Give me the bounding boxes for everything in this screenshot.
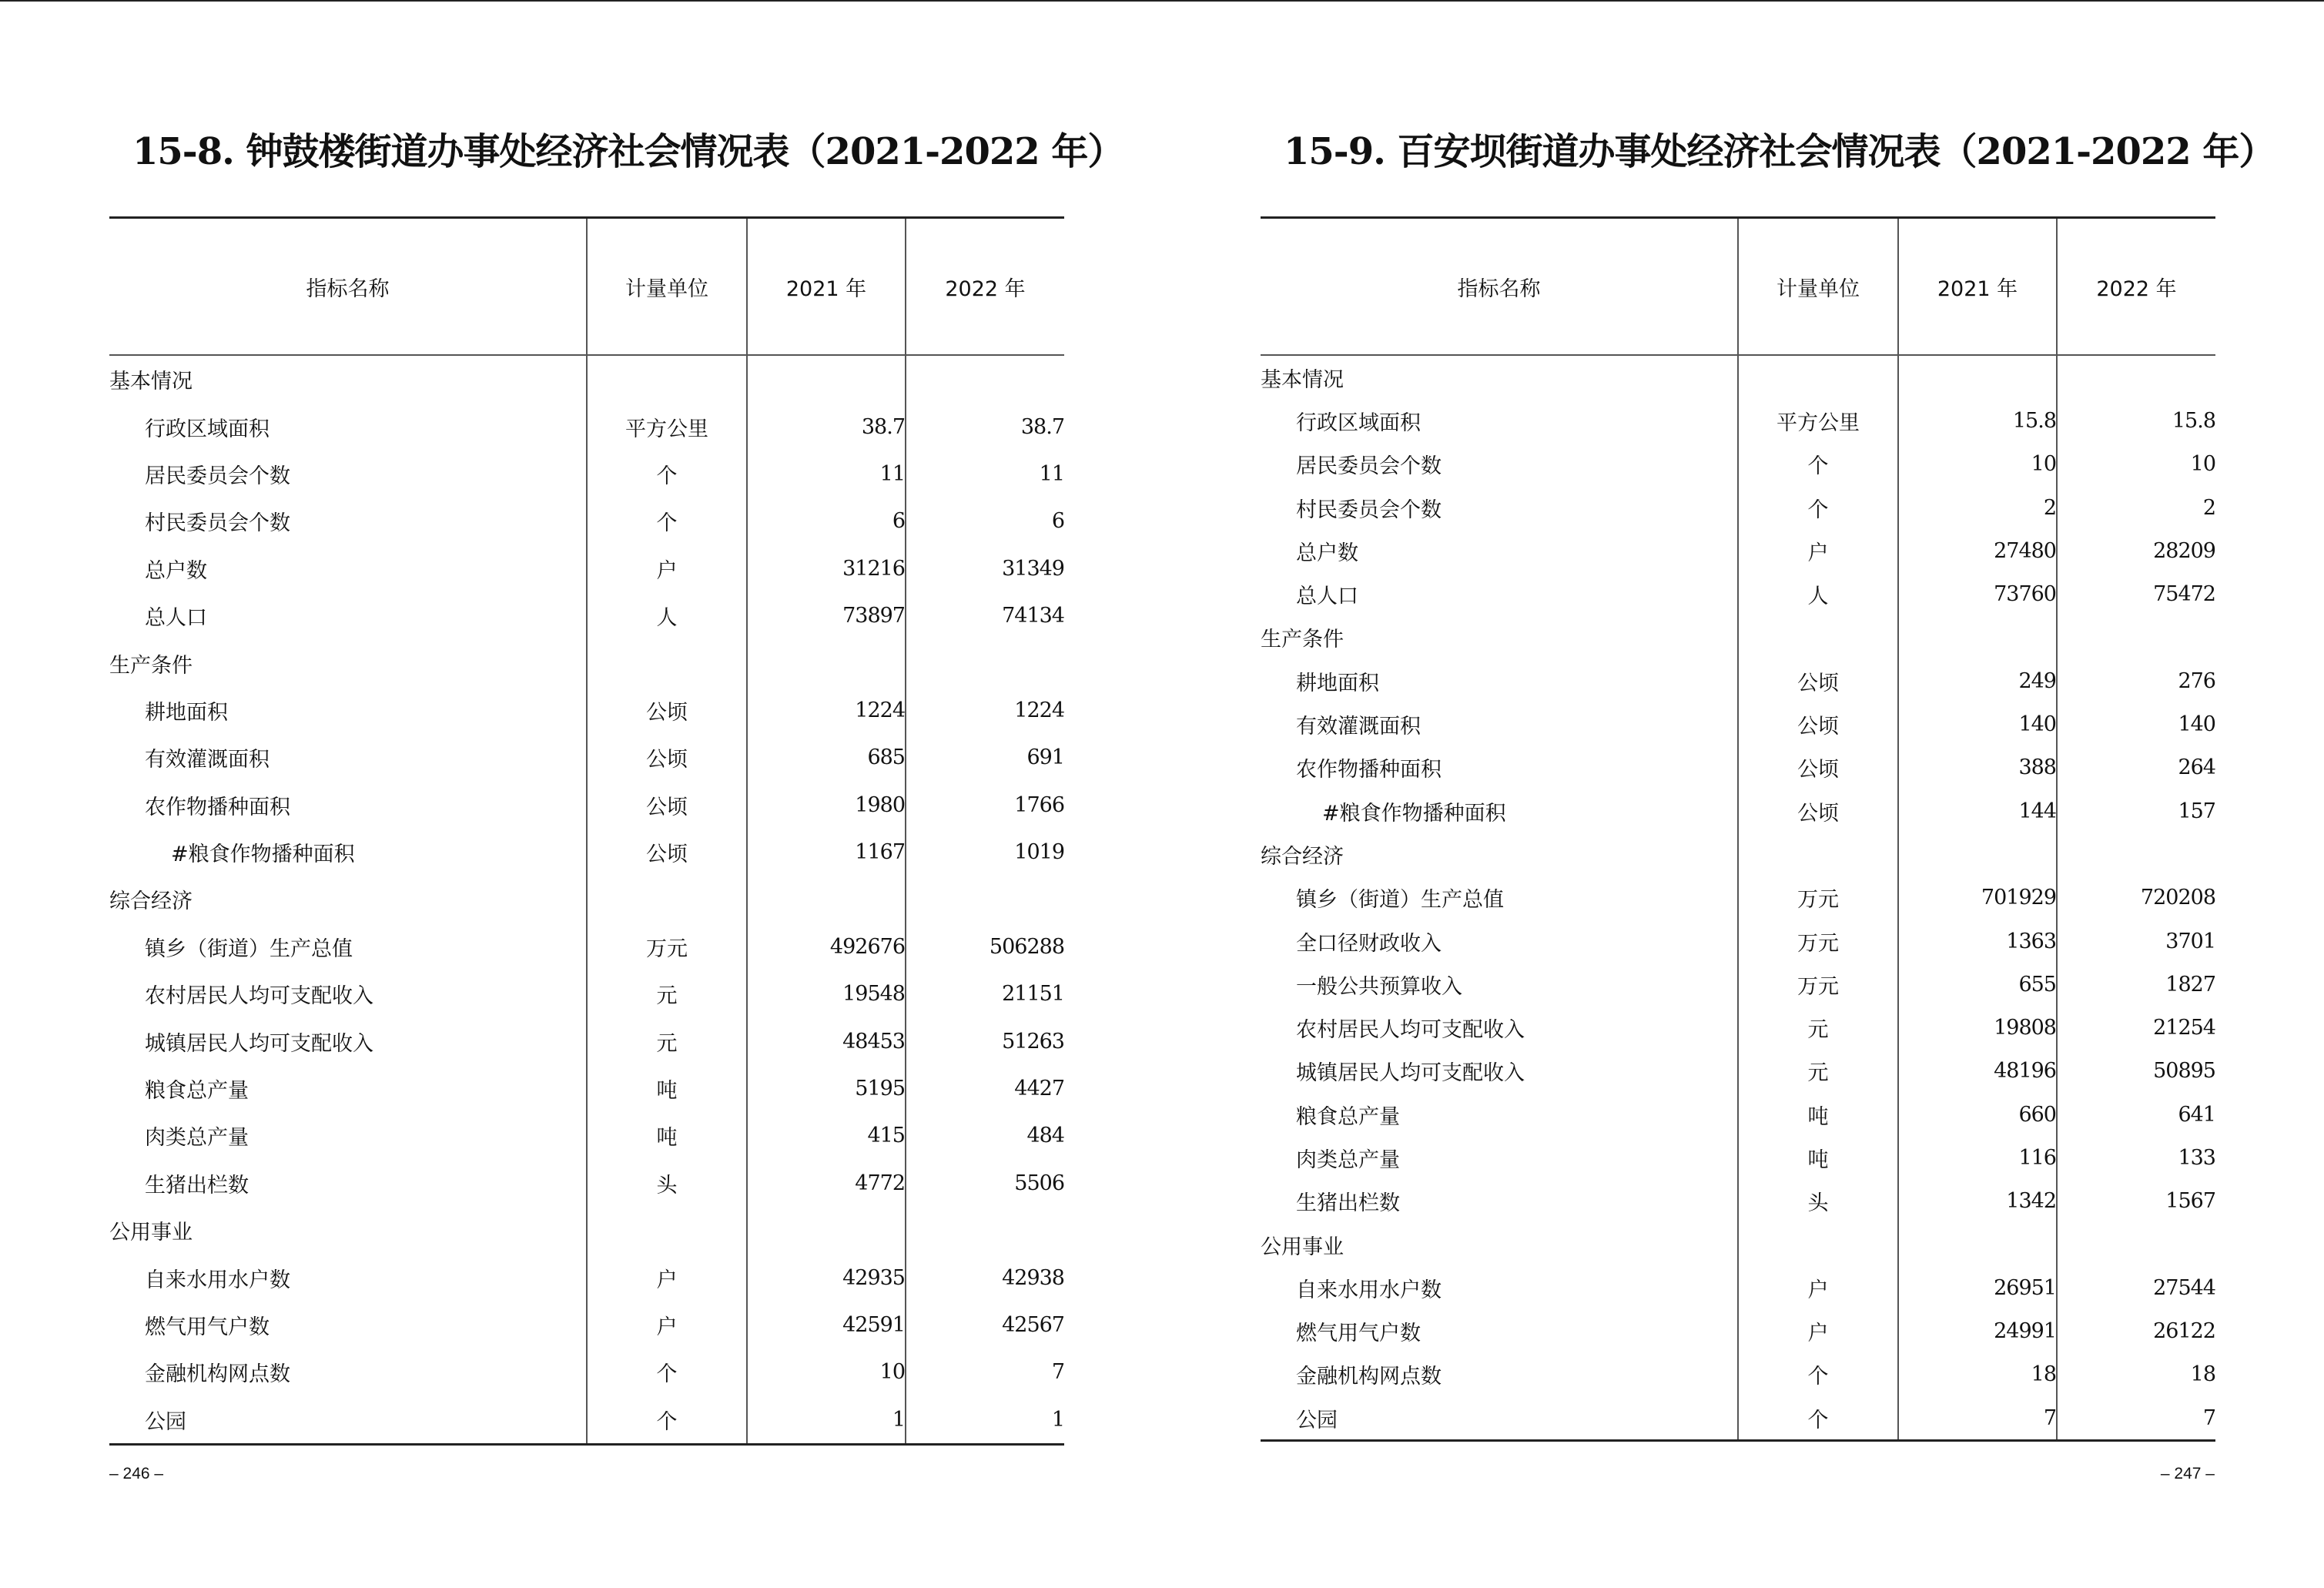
row-unit: 个 bbox=[1738, 1396, 1898, 1441]
row-value-2021: 249 bbox=[1898, 659, 2057, 702]
page-number: – 246 – bbox=[109, 1465, 164, 1482]
row-name: 肉类总产量 bbox=[145, 1126, 249, 1151]
row-name: 有效灌溉面积 bbox=[145, 748, 270, 772]
table-row bbox=[109, 1348, 1064, 1395]
table-row bbox=[109, 355, 1064, 403]
row-unit bbox=[587, 1207, 747, 1254]
row-unit: 户 bbox=[587, 545, 747, 592]
row-value-2021: 2 bbox=[1898, 486, 2057, 529]
row-value-2022: 7 bbox=[906, 1348, 1064, 1395]
row-unit: 户 bbox=[1738, 529, 1898, 572]
table-row bbox=[1261, 746, 2215, 789]
row-value-2022: 6 bbox=[906, 498, 1064, 544]
row-unit: 公顷 bbox=[587, 687, 747, 734]
row-unit bbox=[1738, 355, 1898, 399]
table-row bbox=[109, 592, 1064, 639]
row-value-2022 bbox=[906, 1207, 1064, 1254]
row-unit bbox=[587, 355, 747, 403]
row-value-2022: 2 bbox=[2057, 486, 2215, 529]
row-value-2021: 73760 bbox=[1898, 572, 2057, 615]
row-value-2021 bbox=[747, 1207, 906, 1254]
table-row bbox=[109, 1160, 1064, 1207]
row-value-2022: 1019 bbox=[906, 829, 1064, 876]
table-row bbox=[1261, 963, 2215, 1006]
row-value-2021 bbox=[747, 876, 906, 923]
row-name: 耕地面积 bbox=[1296, 671, 1379, 695]
row-value-2021: 10 bbox=[1898, 443, 2057, 486]
row-value-2022: 15.8 bbox=[2057, 399, 2215, 442]
row-name: 生猪出栏数 bbox=[1296, 1191, 1400, 1216]
row-value-2021 bbox=[1898, 833, 2057, 876]
row-unit: 公顷 bbox=[1738, 702, 1898, 745]
table-row bbox=[1261, 833, 2215, 876]
row-name: 燃气用气户数 bbox=[1296, 1322, 1421, 1346]
row-unit: 公顷 bbox=[1738, 746, 1898, 789]
row-name: 农作物播种面积 bbox=[145, 795, 290, 819]
row-name: 生猪出栏数 bbox=[145, 1173, 249, 1198]
table-row bbox=[1261, 572, 2215, 615]
row-value-2022: 10 bbox=[2057, 443, 2215, 486]
row-value-2022: 1766 bbox=[906, 782, 1064, 829]
table-row bbox=[1261, 702, 2215, 745]
row-value-2021: 655 bbox=[1898, 963, 2057, 1006]
row-value-2022: 51263 bbox=[906, 1017, 1064, 1064]
row-value-2022: 75472 bbox=[2057, 572, 2215, 615]
row-value-2021: 5195 bbox=[747, 1065, 906, 1112]
row-value-2022: 26122 bbox=[2057, 1310, 2215, 1353]
table-row bbox=[109, 970, 1064, 1017]
table-row bbox=[1261, 1006, 2215, 1049]
row-value-2022: 133 bbox=[2057, 1136, 2215, 1179]
stats-table bbox=[109, 216, 1064, 1446]
row-value-2021: 42591 bbox=[747, 1302, 906, 1348]
row-value-2021: 48196 bbox=[1898, 1050, 2057, 1093]
row-name: 农村居民人均可支配收入 bbox=[145, 984, 373, 1009]
table-row bbox=[1261, 876, 2215, 920]
row-unit: 个 bbox=[587, 1396, 747, 1445]
row-name: 总户数 bbox=[145, 558, 207, 583]
row-value-2021: 26951 bbox=[1898, 1266, 2057, 1309]
header-indicator-name: 指标名称 bbox=[1261, 218, 1738, 356]
row-value-2021: 18 bbox=[1898, 1353, 2057, 1396]
row-name: 一般公共预算收入 bbox=[1296, 974, 1462, 999]
row-value-2021: 6 bbox=[747, 498, 906, 544]
row-name: 居民委员会个数 bbox=[1296, 454, 1442, 479]
row-unit: 元 bbox=[1738, 1050, 1898, 1093]
row-name: 金融机构网点数 bbox=[1296, 1365, 1442, 1389]
row-value-2021: 11 bbox=[747, 451, 906, 498]
row-name: 镇乡（街道）生产总值 bbox=[1296, 888, 1504, 913]
row-value-2021: 1980 bbox=[747, 782, 906, 829]
row-value-2021: 4772 bbox=[747, 1160, 906, 1207]
table-row bbox=[1261, 1266, 2215, 1309]
row-unit: 吨 bbox=[587, 1112, 747, 1159]
header-2021: 2021 年 bbox=[747, 218, 906, 356]
row-value-2021: 19548 bbox=[747, 970, 906, 1017]
row-value-2022: 7 bbox=[2057, 1396, 2215, 1441]
row-value-2022: 38.7 bbox=[906, 403, 1064, 450]
row-value-2022: 264 bbox=[2057, 746, 2215, 789]
row-value-2021: 31216 bbox=[747, 545, 906, 592]
row-name: 燃气用气户数 bbox=[145, 1315, 270, 1339]
row-unit: 万元 bbox=[1738, 963, 1898, 1006]
section-heading: 公用事业 bbox=[1261, 1235, 1344, 1259]
row-name: 居民委员会个数 bbox=[145, 464, 290, 488]
table-row bbox=[109, 1065, 1064, 1112]
row-name: 总人口 bbox=[1296, 585, 1358, 609]
row-unit: 公顷 bbox=[1738, 789, 1898, 833]
table-row bbox=[109, 451, 1064, 498]
row-value-2022 bbox=[2057, 355, 2215, 399]
section-heading: 公用事业 bbox=[109, 1221, 193, 1245]
row-name: 公园 bbox=[145, 1409, 186, 1434]
row-value-2021: 660 bbox=[1898, 1093, 2057, 1136]
row-name: 村民委员会个数 bbox=[145, 511, 290, 536]
right-page bbox=[1162, 0, 2324, 1588]
row-value-2022 bbox=[906, 876, 1064, 923]
table-row bbox=[109, 1207, 1064, 1254]
table-row bbox=[1261, 399, 2215, 442]
row-name: 肉类总产量 bbox=[1296, 1147, 1400, 1172]
row-value-2021: 15.8 bbox=[1898, 399, 2057, 442]
table-row bbox=[109, 687, 1064, 734]
row-value-2021: 415 bbox=[747, 1112, 906, 1159]
table-header-row bbox=[1261, 218, 2215, 356]
row-value-2022: 157 bbox=[2057, 789, 2215, 833]
page-title: 15-9. 百安坝街道办事处经济社会情况表（2021-2022 年） bbox=[1284, 130, 2275, 173]
row-unit: 户 bbox=[1738, 1266, 1898, 1309]
row-value-2021: 1363 bbox=[1898, 920, 2057, 963]
table-row bbox=[109, 1302, 1064, 1348]
row-unit: 个 bbox=[587, 451, 747, 498]
row-value-2021: 140 bbox=[1898, 702, 2057, 745]
row-unit bbox=[1738, 1223, 1898, 1266]
row-value-2022: 484 bbox=[906, 1112, 1064, 1159]
row-name: 有效灌溉面积 bbox=[1296, 715, 1421, 739]
row-value-2022: 276 bbox=[2057, 659, 2215, 702]
table-row bbox=[1261, 486, 2215, 529]
row-value-2021: 19808 bbox=[1898, 1006, 2057, 1049]
row-unit: 人 bbox=[1738, 572, 1898, 615]
table-row bbox=[1261, 616, 2215, 659]
table-row bbox=[109, 734, 1064, 781]
row-value-2022: 31349 bbox=[906, 545, 1064, 592]
row-unit: 元 bbox=[1738, 1006, 1898, 1049]
row-unit: 平方公里 bbox=[1738, 399, 1898, 442]
row-name: 村民委员会个数 bbox=[1296, 498, 1442, 522]
row-unit: 公顷 bbox=[1738, 659, 1898, 702]
row-value-2021: 144 bbox=[1898, 789, 2057, 833]
row-unit: 户 bbox=[1738, 1310, 1898, 1353]
row-unit: 平方公里 bbox=[587, 403, 747, 450]
row-value-2022 bbox=[2057, 1223, 2215, 1266]
table-row bbox=[1261, 1310, 2215, 1353]
table-row bbox=[109, 1112, 1064, 1159]
row-unit: 个 bbox=[587, 498, 747, 544]
header-2022: 2022 年 bbox=[2057, 218, 2215, 356]
row-value-2022: 21254 bbox=[2057, 1006, 2215, 1049]
row-unit: 个 bbox=[587, 1348, 747, 1395]
header-2022: 2022 年 bbox=[906, 218, 1064, 356]
row-name: 镇乡（街道）生产总值 bbox=[145, 936, 353, 961]
row-value-2022: 50895 bbox=[2057, 1050, 2215, 1093]
row-unit: 公顷 bbox=[587, 734, 747, 781]
row-value-2022: 18 bbox=[2057, 1353, 2215, 1396]
header-2021: 2021 年 bbox=[1898, 218, 2057, 356]
header-unit: 计量单位 bbox=[587, 218, 747, 356]
row-value-2021: 1167 bbox=[747, 829, 906, 876]
row-name: 农村居民人均可支配收入 bbox=[1296, 1018, 1525, 1043]
table-row bbox=[109, 829, 1064, 876]
table-header-row bbox=[109, 218, 1064, 356]
row-value-2022: 74134 bbox=[906, 592, 1064, 639]
row-value-2021: 1342 bbox=[1898, 1180, 2057, 1223]
row-value-2022: 1224 bbox=[906, 687, 1064, 734]
row-name: 城镇居民人均可支配收入 bbox=[145, 1031, 373, 1056]
row-value-2021: 1224 bbox=[747, 687, 906, 734]
row-name: #粮食作物播种面积 bbox=[1322, 801, 1506, 826]
table-row bbox=[1261, 1223, 2215, 1266]
row-unit: 户 bbox=[587, 1254, 747, 1301]
row-value-2021: 116 bbox=[1898, 1136, 2057, 1179]
row-name: #粮食作物播种面积 bbox=[171, 843, 355, 867]
row-name: 总户数 bbox=[1296, 541, 1358, 565]
row-unit: 户 bbox=[587, 1302, 747, 1348]
row-value-2021: 7 bbox=[1898, 1396, 2057, 1441]
table-row bbox=[109, 403, 1064, 450]
row-value-2022: 4427 bbox=[906, 1065, 1064, 1112]
table-row bbox=[109, 1254, 1064, 1301]
table-row bbox=[109, 923, 1064, 970]
row-unit: 公顷 bbox=[587, 782, 747, 829]
row-unit bbox=[1738, 833, 1898, 876]
row-value-2022: 21151 bbox=[906, 970, 1064, 1017]
row-unit: 万元 bbox=[1738, 876, 1898, 920]
row-value-2022: 1567 bbox=[2057, 1180, 2215, 1223]
row-value-2022: 28209 bbox=[2057, 529, 2215, 572]
header-unit: 计量单位 bbox=[1738, 218, 1898, 356]
page-number: – 247 – bbox=[2160, 1465, 2215, 1482]
row-value-2021: 73897 bbox=[747, 592, 906, 639]
row-value-2022: 140 bbox=[2057, 702, 2215, 745]
section-heading: 基本情况 bbox=[1261, 367, 1344, 392]
table-row bbox=[1261, 920, 2215, 963]
row-value-2022: 3701 bbox=[2057, 920, 2215, 963]
table-row bbox=[1261, 1396, 2215, 1441]
row-unit: 元 bbox=[587, 970, 747, 1017]
row-value-2022: 11 bbox=[906, 451, 1064, 498]
table-row bbox=[109, 498, 1064, 544]
row-name: 农作物播种面积 bbox=[1296, 758, 1442, 782]
section-heading: 基本情况 bbox=[109, 370, 193, 394]
row-value-2022: 42938 bbox=[906, 1254, 1064, 1301]
row-value-2021: 1 bbox=[747, 1396, 906, 1445]
row-value-2022: 691 bbox=[906, 734, 1064, 781]
row-unit: 人 bbox=[587, 592, 747, 639]
table-row bbox=[1261, 443, 2215, 486]
row-unit: 头 bbox=[1738, 1180, 1898, 1223]
row-name: 自来水用水户数 bbox=[1296, 1278, 1442, 1302]
row-value-2021: 388 bbox=[1898, 746, 2057, 789]
row-value-2022: 720208 bbox=[2057, 876, 2215, 920]
row-unit: 元 bbox=[587, 1017, 747, 1064]
row-name: 总人口 bbox=[145, 606, 207, 631]
table-row bbox=[1261, 1136, 2215, 1179]
row-unit bbox=[587, 876, 747, 923]
row-value-2021: 701929 bbox=[1898, 876, 2057, 920]
row-unit: 吨 bbox=[1738, 1136, 1898, 1179]
table-row bbox=[1261, 789, 2215, 833]
table-row bbox=[109, 876, 1064, 923]
row-value-2022 bbox=[906, 355, 1064, 403]
section-heading: 生产条件 bbox=[109, 653, 193, 678]
row-name: 公园 bbox=[1296, 1408, 1338, 1432]
table-row bbox=[109, 1396, 1064, 1445]
row-name: 全口径财政收入 bbox=[1296, 931, 1442, 956]
row-value-2021 bbox=[747, 639, 906, 686]
row-unit bbox=[587, 639, 747, 686]
row-unit: 个 bbox=[1738, 443, 1898, 486]
row-unit: 个 bbox=[1738, 1353, 1898, 1396]
row-value-2021 bbox=[1898, 355, 2057, 399]
row-value-2022 bbox=[2057, 833, 2215, 876]
header-indicator-name: 指标名称 bbox=[109, 218, 587, 356]
table-row bbox=[109, 545, 1064, 592]
row-name: 行政区域面积 bbox=[145, 417, 270, 441]
row-name: 粮食总产量 bbox=[1296, 1104, 1400, 1129]
row-value-2021 bbox=[1898, 1223, 2057, 1266]
table-row bbox=[109, 639, 1064, 686]
row-value-2021 bbox=[1898, 616, 2057, 659]
row-unit bbox=[1738, 616, 1898, 659]
section-heading: 综合经济 bbox=[109, 889, 193, 914]
table-row bbox=[1261, 1093, 2215, 1136]
section-heading: 综合经济 bbox=[1261, 844, 1344, 869]
table-row bbox=[1261, 1180, 2215, 1223]
row-unit: 万元 bbox=[587, 923, 747, 970]
row-unit: 公顷 bbox=[587, 829, 747, 876]
row-value-2021: 42935 bbox=[747, 1254, 906, 1301]
row-value-2022: 1827 bbox=[2057, 963, 2215, 1006]
row-name: 城镇居民人均可支配收入 bbox=[1296, 1061, 1525, 1086]
row-value-2022 bbox=[906, 639, 1064, 686]
row-value-2022: 27544 bbox=[2057, 1266, 2215, 1309]
row-name: 金融机构网点数 bbox=[145, 1362, 290, 1387]
row-name: 自来水用水户数 bbox=[145, 1268, 290, 1292]
row-value-2021: 27480 bbox=[1898, 529, 2057, 572]
row-name: 粮食总产量 bbox=[145, 1079, 249, 1104]
page-title: 15-8. 钟鼓楼街道办事处经济社会情况表（2021-2022 年） bbox=[132, 130, 1124, 173]
row-name: 耕地面积 bbox=[145, 700, 228, 725]
table-row bbox=[109, 1017, 1064, 1064]
row-unit: 个 bbox=[1738, 486, 1898, 529]
row-unit: 头 bbox=[587, 1160, 747, 1207]
table-row bbox=[1261, 1353, 2215, 1396]
row-value-2021: 10 bbox=[747, 1348, 906, 1395]
row-value-2021: 24991 bbox=[1898, 1310, 2057, 1353]
row-value-2022: 5506 bbox=[906, 1160, 1064, 1207]
row-value-2022: 1 bbox=[906, 1396, 1064, 1445]
row-value-2021: 492676 bbox=[747, 923, 906, 970]
row-name: 行政区域面积 bbox=[1296, 410, 1421, 435]
row-unit: 万元 bbox=[1738, 920, 1898, 963]
row-value-2021: 38.7 bbox=[747, 403, 906, 450]
row-value-2022: 506288 bbox=[906, 923, 1064, 970]
table-row bbox=[109, 782, 1064, 829]
stats-table bbox=[1261, 216, 2215, 1442]
row-value-2022: 641 bbox=[2057, 1093, 2215, 1136]
table-row bbox=[1261, 529, 2215, 572]
row-value-2021: 685 bbox=[747, 734, 906, 781]
row-unit: 吨 bbox=[1738, 1093, 1898, 1136]
row-value-2022 bbox=[2057, 616, 2215, 659]
row-value-2021: 48453 bbox=[747, 1017, 906, 1064]
table-row bbox=[1261, 355, 2215, 399]
table-row bbox=[1261, 1050, 2215, 1093]
row-value-2022: 42567 bbox=[906, 1302, 1064, 1348]
table-row bbox=[1261, 659, 2215, 702]
row-value-2021 bbox=[747, 355, 906, 403]
section-heading: 生产条件 bbox=[1261, 628, 1344, 652]
row-unit: 吨 bbox=[587, 1065, 747, 1112]
